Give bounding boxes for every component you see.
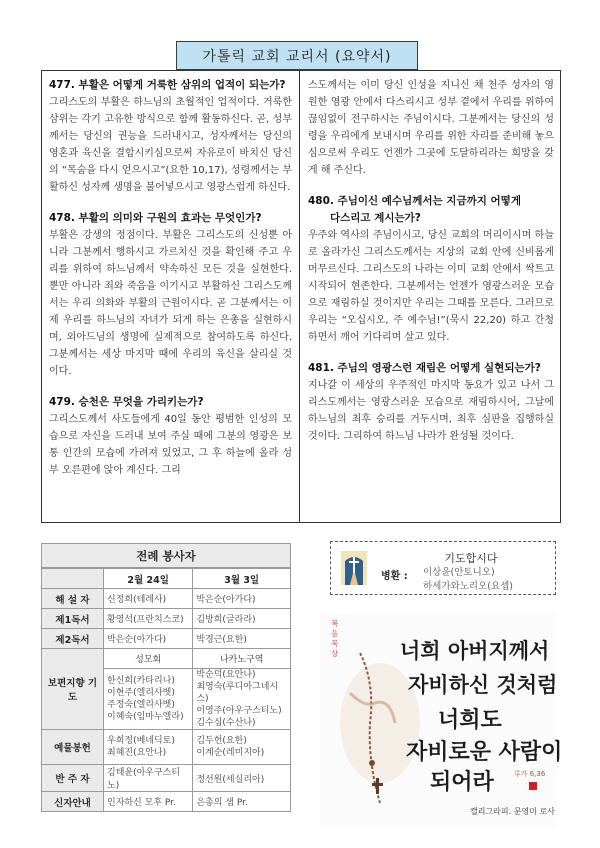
name: 이상윤(안토니오)	[423, 567, 495, 578]
cell	[193, 669, 291, 730]
cell: 은총의 샘 Pr.	[193, 792, 291, 812]
zone-label: 성모회	[104, 649, 193, 669]
calligraphy-line: 되어라	[430, 769, 494, 795]
calligraphy-tag: 복음 묵상	[331, 619, 339, 658]
question-479: 479. 승천은 무엇을 가리키는가?	[49, 396, 204, 408]
cell: 김태윤(아우구스티노)	[104, 765, 193, 792]
cell: 인자하신 모후 Pr.	[104, 792, 193, 812]
right-column	[308, 77, 554, 453]
name: 이영주(아우구스티노)	[196, 706, 282, 716]
row-label: 예물봉헌	[42, 730, 104, 765]
page-title: 가톨릭 교회 교리서 (요약서)	[176, 41, 418, 70]
calligraphy-credit: 캘리그라피. 문영미 로사	[470, 807, 555, 816]
service-table	[41, 568, 291, 812]
cell	[104, 730, 193, 765]
table-row	[42, 629, 291, 649]
question-480-line2: 다스리고 계시는가?	[330, 212, 421, 224]
cell: 박경근(요한)	[193, 629, 291, 649]
blank-header-cell	[42, 569, 104, 589]
name: 한신희(카타리나)	[107, 676, 175, 686]
calligraphy-line: 너희도	[438, 707, 502, 733]
name: 최혜진(요안나)	[107, 748, 167, 758]
calligraphy-line: 너희 아버지께서	[400, 638, 550, 663]
zone-label: 나카노구역	[193, 649, 291, 669]
answer-480: 우주와 역사의 주님이시고, 당신 교회의 머리이시며 하늘로 올라가신 그리스도께서는 지상의 교회 안에 신비롭게 머무르신다. 그리스도의 나라는 이미 교회 안에서 싹트고 시작되어 현존한다. 그분께서는 언젠가 영광스러운 모습으로 재림하실 것이지만 우리는 그때를 모른다. 그러므로 우리는 “오십시오, 주 예수님!”(묵시 22,20) 하고 간청하면서 깨어 기다리며 살고 있다.	[308, 230, 554, 343]
name: 김수심(수산나)	[196, 718, 256, 728]
answer-479-continued: 스도께서는 이미 당신 인성을 지니신 채 천주 성자의 영원한 영광 안에서 다스리시고 성부 곁에서 우리를 위하여 끊임없이 전구하시는 주님이시다. 그분께서는 당신의 성령을 우리에게 보내시며 우리를 위한 자리를 준비해 놓으심으로써 우리도 언젠가 그곳에 도달하리라는 희망을 갖게 해 주신다.	[308, 80, 554, 176]
question-481: 481. 주님의 영광스런 재림은 어떻게 실현되는가?	[308, 362, 541, 374]
cell: 박은순(아가다)	[193, 589, 291, 609]
red-seal	[529, 782, 537, 790]
row-label: 제1독서	[42, 609, 104, 629]
name: 이혜숙(임마누엘라)	[107, 712, 184, 722]
table-row	[42, 792, 291, 812]
name: 이현주(엘리사벳)	[107, 688, 175, 698]
calligraphy-line: 자비하신 것처럼	[408, 672, 558, 697]
answer-477: 그리스도의 부활은 하느님의 초월적인 업적이다. 거룩한 삼위는 각기 고유한 방식으로 함께 활동하신다. 곧, 성부께서는 당신의 권능을 드러내시고, 성자께서는 당신의 영혼과 육신을 결합시키심으로써 자유로이 바치신 당신의 “목숨을 다시 얻으시고”(요한 10,17), 성령께서는 부활하신 성자께 생명을 불어넣으시고 영광스럽게 하신다.	[49, 97, 292, 193]
name: 하세가와노리오(요셉)	[423, 581, 514, 592]
row-label: 반 주 자	[42, 765, 104, 792]
table-row	[42, 589, 291, 609]
cell: 황영석(프란치스코)	[104, 609, 193, 629]
date-header: 3월 3일	[193, 569, 291, 589]
answer-479: 그리스도께서 사도들에게 40일 동안 평범한 인성의 모습으로 자신을 드러내 보여 주실 때에 그분의 영광은 보통 인간의 모습에 가려져 있었고, 그 후 하늘에 올라 성부 오른편에 앉아 계신다. 그리	[49, 414, 292, 476]
table-row	[42, 649, 291, 669]
prayer-names	[423, 566, 513, 594]
column-divider	[299, 71, 300, 522]
calligraphy-artwork	[320, 613, 563, 827]
table-row	[42, 609, 291, 629]
question-478: 478. 부활의 의미와 구원의 효과는 무엇인가?	[49, 212, 262, 224]
cell	[104, 669, 193, 730]
cell: 김방희(글라라)	[193, 609, 291, 629]
question-477: 477. 부활은 어떻게 거룩한 삼위의 업적이 되는가?	[49, 79, 286, 91]
cell: 박은순(아가다)	[104, 629, 193, 649]
prayer-box	[330, 541, 556, 595]
row-label: 제2독서	[42, 629, 104, 649]
row-label: 해 설 자	[42, 589, 104, 609]
service-heading: 전례 봉사자	[41, 543, 291, 568]
table-row	[42, 569, 291, 589]
illness-label: 병환 :	[381, 571, 408, 582]
name: 우희정(베네딕토)	[107, 736, 175, 746]
cell	[193, 730, 291, 765]
row-label: 보편지향 기 도	[42, 649, 104, 730]
name: 김두헌(요한)	[196, 736, 247, 746]
answer-478: 부활은 강생의 정점이다. 부활은 그리스도의 신성뿐 아니라 그분께서 행하시고 가르치신 것을 확인해 주고 우리를 위하여 하느님께서 약속하신 모든 것을 실현한다. 뿐만 아니라 죄와 죽음을 이기시고 부활하신 그리스도께서는 우리 의화와 부활의 근원이시다. 곧 그분께서는 이제 우리를 하느님의 자녀가 되게 하는 은총을 실현하시며, 외아드님의 생명에 실제적으로 참여하도록 하신다. 그분께서는 세상 마지막 때에 우리의 육신을 살리실 것이다.	[49, 230, 292, 377]
row-label: 신자안내	[42, 792, 104, 812]
name: 이계순(레미지아)	[196, 748, 265, 758]
prayer-title: 기도합시다	[444, 552, 498, 565]
catechism-box	[41, 70, 561, 523]
bible-reference: 루가 6,36	[514, 770, 546, 778]
answer-481: 지나갈 이 세상의 우주적인 마지막 동요가 있고 나서 그리스도께서는 영광스러운 모습으로 재림하시어, 그날에 하느님의 최후 승리를 거두시며, 최후 심판을 집행하실 것이다. 그리하여 하느님 나라가 완성될 것이다.	[308, 380, 554, 442]
table-row	[42, 730, 291, 765]
date-header: 2월 24일	[104, 569, 193, 589]
left-column	[49, 77, 292, 487]
question-480-line1: 480. 주님이신 예수님께서는 지금까지 어떻게	[308, 195, 521, 207]
name: 최영숙(루디아그네시스)	[196, 682, 279, 704]
name: 박순덕(요안나)	[196, 670, 256, 680]
cell: 정선원(세실리아)	[193, 765, 291, 792]
cell: 신정희(테레사)	[104, 589, 193, 609]
calligraphy-line: 자비로운 사람이	[406, 739, 563, 765]
praying-hands-cross-icon	[341, 551, 367, 585]
name: 주정숙(엘리사벳)	[107, 700, 175, 710]
table-row	[42, 765, 291, 792]
